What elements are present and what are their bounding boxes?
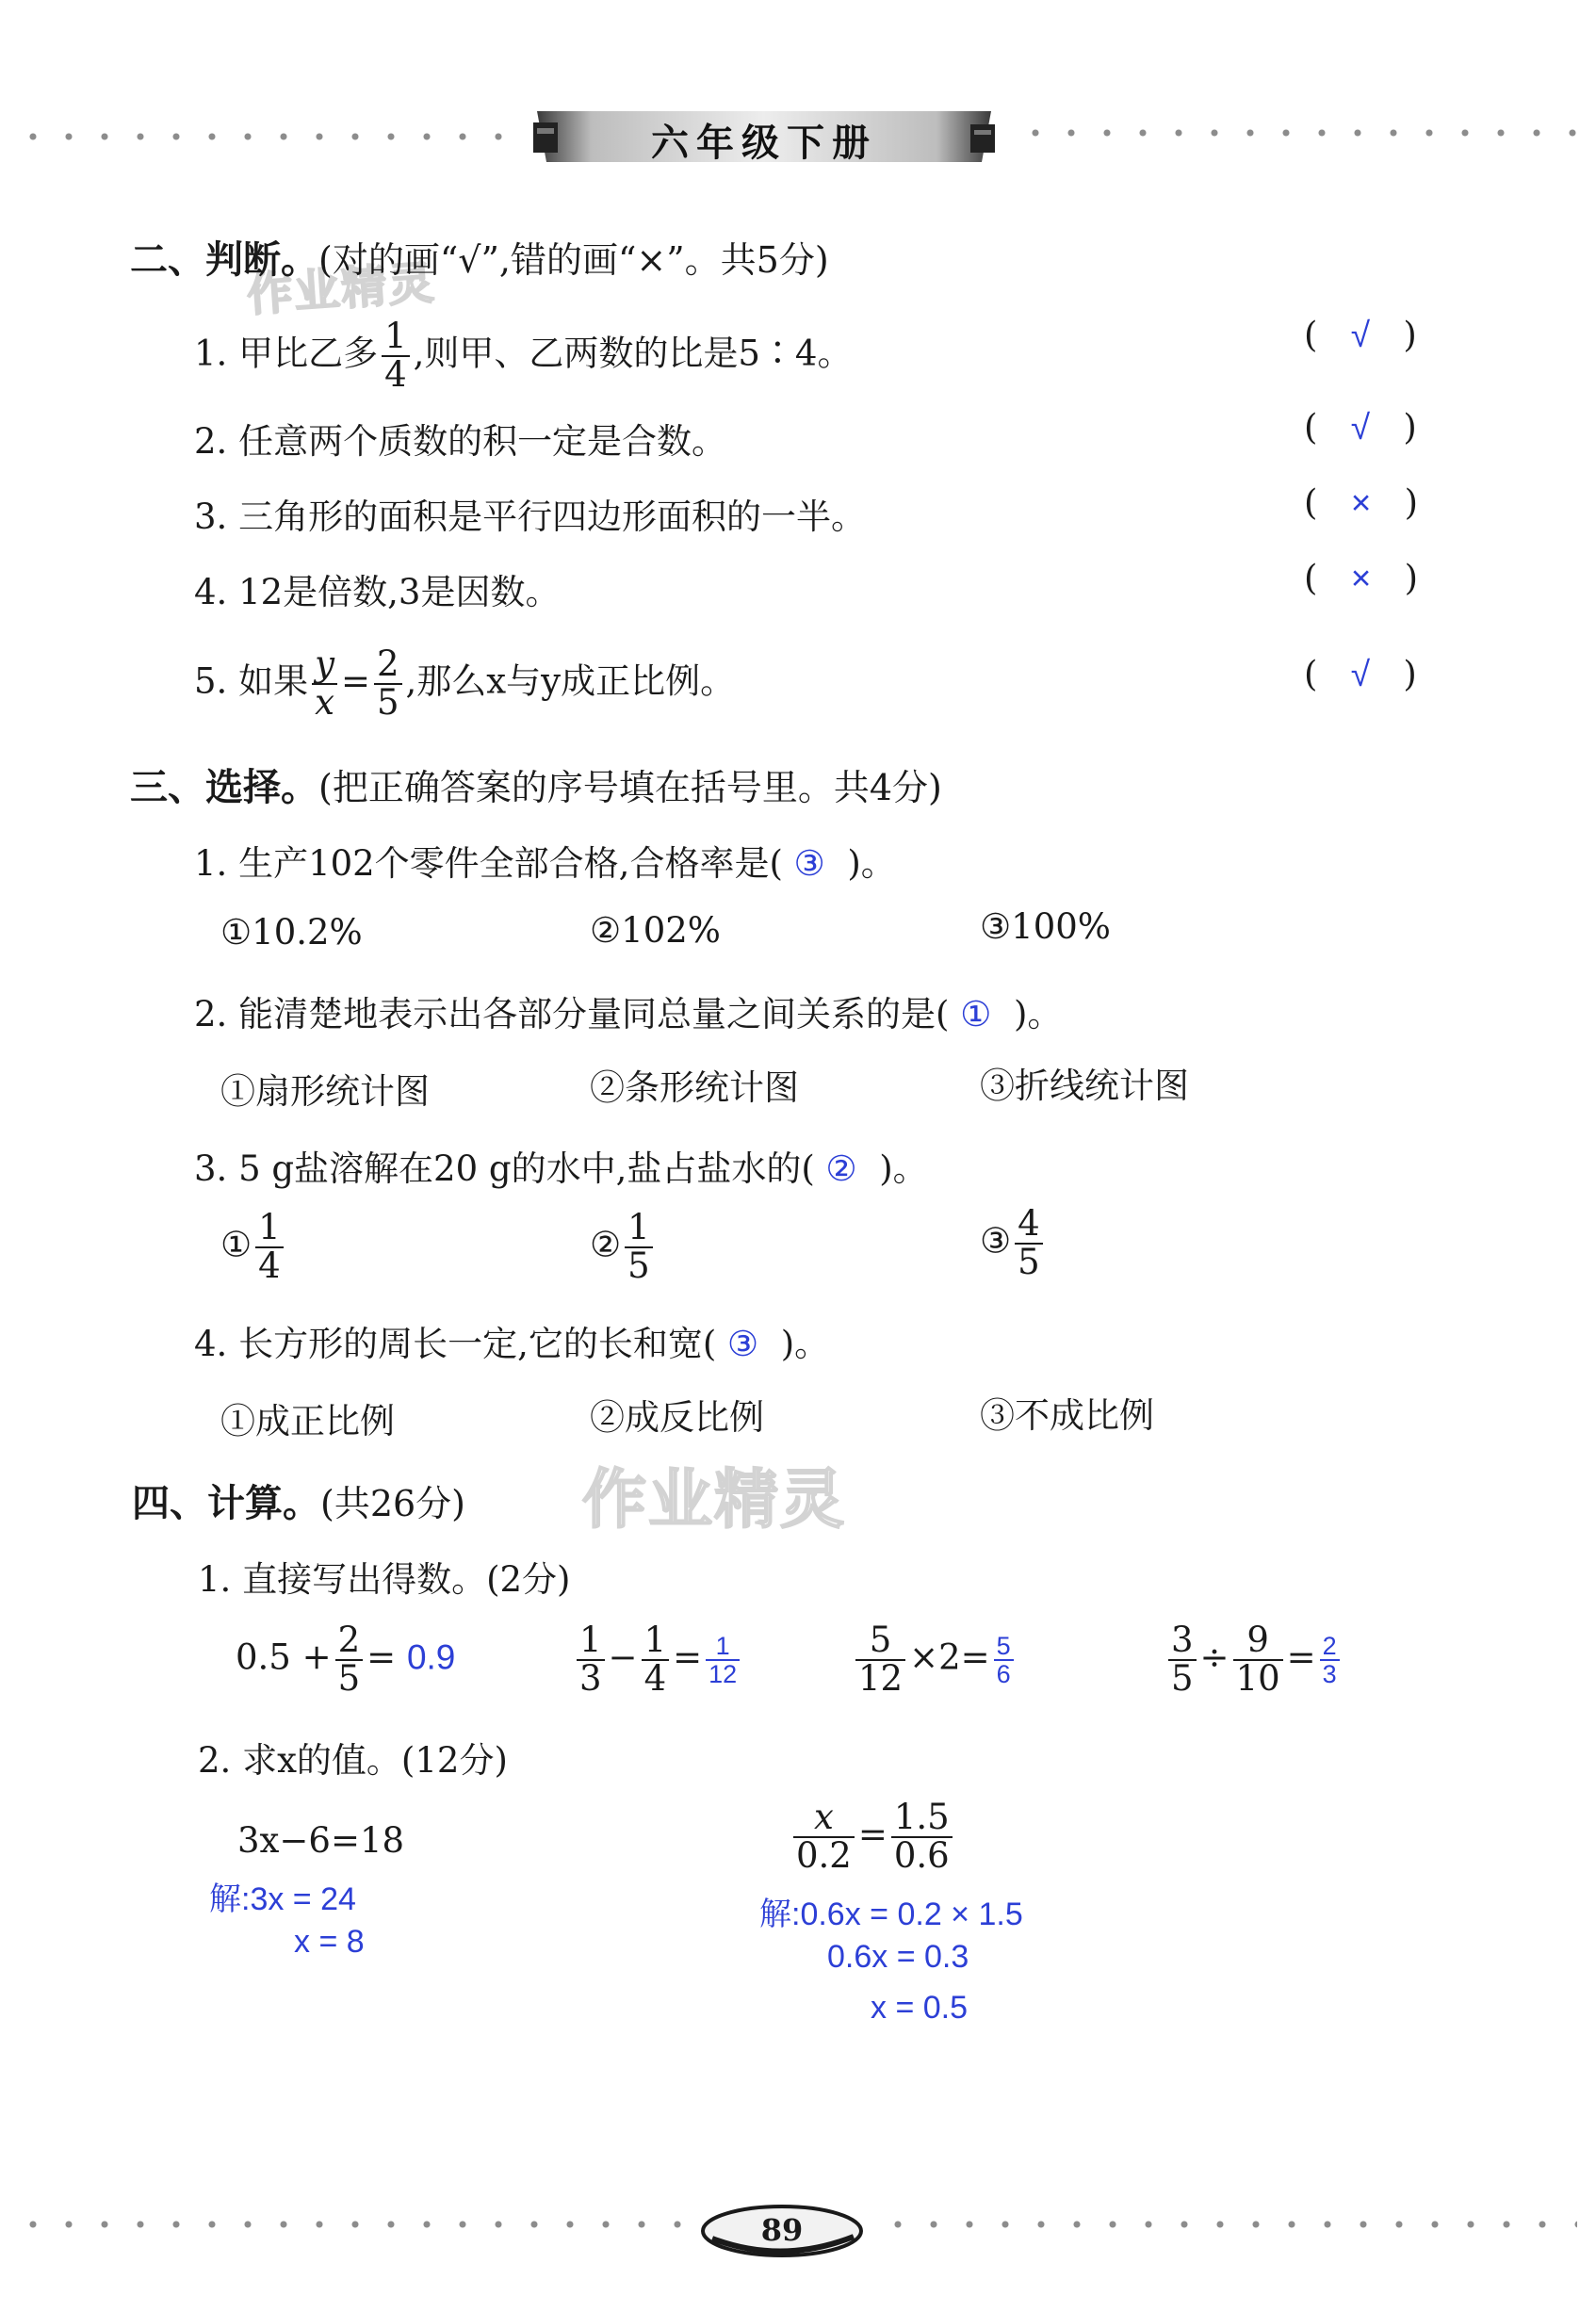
choice-option: ②102% <box>590 910 721 951</box>
calc-expression-2: $\frac{1}{3}$ − $\frac{1}{4}$ = $\frac{1}{12}$ <box>573 1622 743 1698</box>
header-title: 六年级下册 <box>651 122 877 165</box>
choice-option: ①扇形统计图 <box>220 1071 430 1112</box>
judge-answer-3: ( × ) <box>1304 482 1419 523</box>
judge-item-5: 5. 如果 $\frac{y}{x}$ = $\frac{2}{5}$ ,那么x与y成正比例。 <box>194 643 736 723</box>
fraction: $\frac{1}{5}$ <box>625 1210 653 1285</box>
judge-section-title: 二、判断。(对的画“√”,错的画“×”。共5分) <box>130 237 829 282</box>
choice-option: ③100% <box>980 906 1111 947</box>
choice-option: ③ $\frac{4}{5}$ <box>980 1206 1047 1281</box>
solution-1-line-1: 解:3x = 24 <box>209 1881 356 1917</box>
choice-option: ③不成比例 <box>980 1395 1154 1436</box>
watermark-middle: 作业精灵 <box>582 1463 847 1538</box>
choice-option: ②条形统计图 <box>590 1067 799 1108</box>
fraction: $\frac{1}{3}$ <box>577 1622 605 1698</box>
watermark-top: 作业精灵 <box>245 256 438 322</box>
judge-item-4: 4. 12是倍数,3是因数。 <box>194 572 561 612</box>
choice-option: ① $\frac{1}{4}$ <box>220 1210 287 1285</box>
fraction: $\frac{4}{5}$ <box>1015 1206 1043 1281</box>
equation-2: $\frac{x}{0.2}$ = $\frac{1.5}{0.6}$ <box>790 1799 956 1875</box>
choice-option: ③折线统计图 <box>980 1066 1189 1106</box>
judge-answer-2: ( √ ) <box>1304 407 1417 448</box>
solution-2-line-1: 解:0.6x = 0.2 × 1.5 <box>759 1897 1023 1932</box>
judge-item-3: 3. 三角形的面积是平行四边形面积的一半。 <box>194 497 867 537</box>
choice-answer-4: ③ <box>727 1325 759 1363</box>
choice-section-title: 三、选择。(把正确答案的序号填在括号里。共4分) <box>130 765 942 809</box>
fraction: $\frac{1.5}{0.6}$ <box>891 1799 953 1875</box>
fraction: $\frac{y}{x}$ <box>312 646 337 722</box>
header-banner <box>529 106 999 168</box>
choice-option: ①10.2% <box>220 912 363 952</box>
choice-option: ②成反比例 <box>590 1397 764 1438</box>
footer-dots-right <box>880 2220 1577 2229</box>
judge-answer-5: ( √ ) <box>1304 654 1417 694</box>
calc-expression-4: $\frac{3}{5}$ ÷ $\frac{9}{10}$ = $\frac{2}{3}$ <box>1164 1622 1344 1698</box>
footer-dots-left <box>15 2220 686 2229</box>
judge-answer-4: ( × ) <box>1304 558 1419 598</box>
fraction: $\frac{x}{0.2}$ <box>793 1799 855 1875</box>
judge-item-2: 2. 任意两个质数的积一定是合数。 <box>194 421 727 462</box>
choice-answer-1: ③ <box>793 844 825 883</box>
choice-question-4: 4. 长方形的周长一定,它的长和宽( ③ )。 <box>194 1324 830 1364</box>
fraction: $\frac{9}{10}$ <box>1233 1622 1283 1698</box>
answer-fraction: $\frac{5}{6}$ <box>994 1633 1014 1688</box>
fraction: $\frac{3}{5}$ <box>1168 1622 1197 1698</box>
calc-part2-title: 2. 求x的值。(12分) <box>198 1740 508 1781</box>
calc-section-title: 四、计算。(共26分) <box>132 1481 466 1525</box>
choice-question-2: 2. 能清楚地表示出各部分量同总量之间关系的是( ① )。 <box>194 994 1063 1034</box>
fraction: $\frac{1}{4}$ <box>642 1622 670 1698</box>
fraction: $\frac{2}{5}$ <box>335 1622 364 1698</box>
judge-item-1: 1. 甲比乙多 $\frac{1}{4}$ ,则甲、乙两数的比是5∶4。 <box>194 316 853 395</box>
answer-fraction: $\frac{2}{3}$ <box>1320 1633 1340 1688</box>
fraction: $\frac{2}{5}$ <box>374 646 402 722</box>
equation-1: 3x−6=18 <box>237 1820 405 1861</box>
answer-fraction: $\frac{1}{12}$ <box>706 1633 740 1688</box>
header-dots-right <box>1018 128 1583 138</box>
choice-question-3: 3. 5 g盐溶解在20 g的水中,盐占盐水的( ② )。 <box>194 1148 928 1189</box>
fraction: $\frac{1}{4}$ <box>255 1210 284 1285</box>
choice-answer-2: ① <box>960 995 992 1034</box>
choice-question-1: 1. 生产102个零件全部合格,合格率是( ③ )。 <box>194 843 896 884</box>
calc-expression-3: $\frac{5}{12}$ ×2= $\frac{5}{6}$ <box>852 1622 1018 1698</box>
header-dots-left <box>15 132 514 141</box>
fraction: $\frac{5}{12}$ <box>855 1622 905 1698</box>
fraction: $\frac{1}{4}$ <box>382 318 410 394</box>
solution-2-line-2: 0.6x = 0.3 <box>827 1939 969 1975</box>
page-number-badge <box>699 2203 865 2259</box>
solution-1-line-2: x = 8 <box>294 1924 365 1960</box>
choice-option: ①成正比例 <box>220 1401 395 1441</box>
calc-part1-title: 1. 直接写出得数。(2分) <box>198 1559 571 1600</box>
solution-2-line-3: x = 0.5 <box>871 1990 969 2026</box>
page-number: 89 <box>760 2212 804 2248</box>
choice-option: ② $\frac{1}{5}$ <box>590 1210 657 1285</box>
judge-answer-1: ( √ ) <box>1304 315 1417 355</box>
choice-answer-3: ② <box>825 1149 857 1188</box>
calc-expression-1: 0.5 + $\frac{2}{5}$ = 0.9 <box>236 1620 456 1699</box>
